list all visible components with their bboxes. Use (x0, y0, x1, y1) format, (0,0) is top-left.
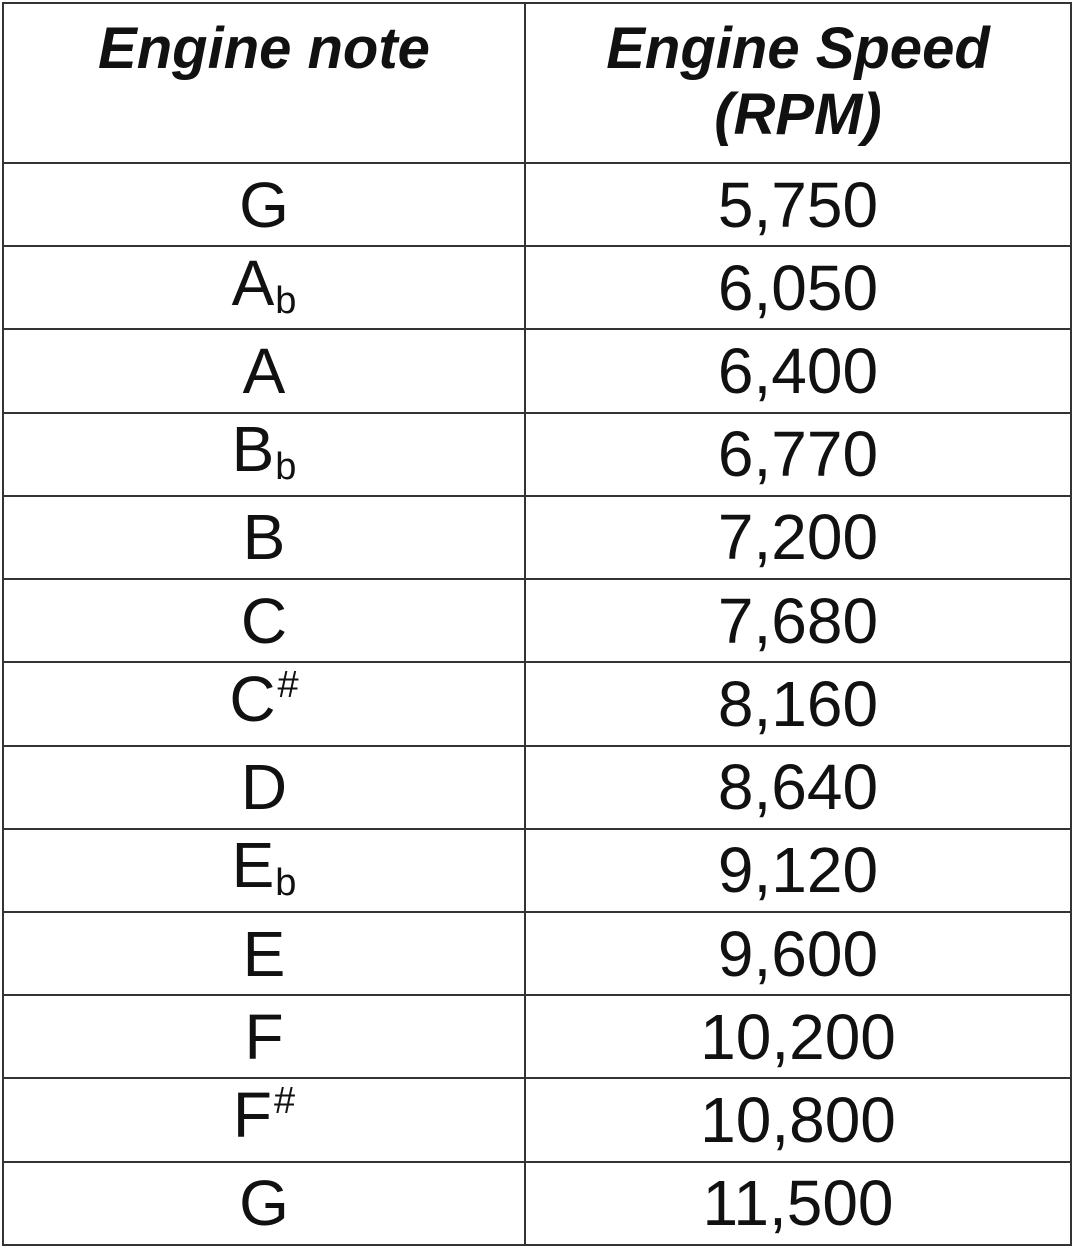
sharp-accidental: # (273, 1080, 296, 1123)
rpm-value: 8,160 (717, 667, 879, 740)
engine-speed-cell (525, 746, 1071, 829)
table-row (3, 829, 1071, 912)
table-row (3, 496, 1071, 579)
rpm-value: 7,200 (717, 501, 879, 574)
engine-note-cell (3, 1078, 525, 1161)
table-body (3, 163, 1071, 1245)
header-engine-speed-label: Engine Speed (RPM) (606, 16, 990, 147)
rpm-value: 6,770 (717, 418, 879, 491)
rpm-value: 10,200 (700, 1000, 896, 1073)
table-row (3, 746, 1071, 829)
engine-speed-cell (525, 995, 1071, 1078)
engine-note-cell (3, 496, 525, 579)
engine-note-cell (3, 329, 525, 412)
note-letter: A (231, 246, 275, 319)
flat-accidental: b (275, 862, 297, 905)
header-engine-note-label: Engine note (98, 16, 430, 81)
sharp-accidental: # (277, 663, 299, 706)
table-row (3, 1162, 1071, 1245)
note-letter: C (240, 584, 288, 657)
rpm-value: 5,750 (717, 168, 879, 241)
flat-accidental: b (275, 279, 297, 322)
rpm-value: 9,120 (717, 834, 879, 907)
engine-rpm-table (2, 2, 1072, 1246)
flat-accidental: b (275, 446, 297, 489)
header-engine-note (3, 3, 525, 163)
note-letter: E (242, 917, 286, 990)
table-row (3, 163, 1071, 246)
table-row (3, 995, 1071, 1078)
note-letter: D (240, 751, 288, 824)
engine-speed-cell (525, 329, 1071, 412)
note-letter: G (239, 168, 289, 241)
rpm-value: 6,050 (717, 251, 879, 324)
engine-speed-cell (525, 579, 1071, 662)
engine-note-cell (3, 662, 525, 745)
rpm-value: 7,680 (717, 584, 879, 657)
rpm-value: 11,500 (702, 1167, 894, 1240)
engine-speed-cell (525, 496, 1071, 579)
engine-note-cell (3, 163, 525, 246)
engine-speed-cell (525, 662, 1071, 745)
table-row (3, 413, 1071, 496)
note-letter: F (232, 1079, 272, 1152)
note-letter: A (242, 335, 286, 408)
header-row (3, 3, 1071, 163)
note-letter: B (231, 413, 275, 486)
engine-speed-cell (525, 1162, 1071, 1245)
note-letter: C (229, 662, 276, 735)
note-letter: F (244, 1000, 284, 1073)
table-row (3, 246, 1071, 329)
engine-speed-cell (525, 1078, 1071, 1161)
rpm-value: 6,400 (717, 335, 879, 408)
table-row (3, 579, 1071, 662)
table-row (3, 329, 1071, 412)
engine-note-cell (3, 246, 525, 329)
engine-note-cell (3, 912, 525, 995)
engine-speed-cell (525, 246, 1071, 329)
note-letter: B (242, 501, 286, 574)
note-letter: E (231, 829, 275, 902)
engine-speed-cell (525, 912, 1071, 995)
engine-note-cell (3, 413, 525, 496)
table-row (3, 1078, 1071, 1161)
engine-note-cell (3, 1162, 525, 1245)
engine-note-cell (3, 995, 525, 1078)
rpm-value: 10,800 (700, 1084, 896, 1157)
note-letter: G (239, 1167, 289, 1240)
engine-note-cell (3, 746, 525, 829)
rpm-value: 8,640 (717, 751, 879, 824)
engine-speed-cell (525, 829, 1071, 912)
table-row (3, 662, 1071, 745)
engine-note-cell (3, 579, 525, 662)
engine-speed-cell (525, 163, 1071, 246)
header-engine-speed (525, 3, 1071, 163)
rpm-value: 9,600 (717, 917, 879, 990)
engine-speed-cell (525, 413, 1071, 496)
table-row (3, 912, 1071, 995)
engine-note-cell (3, 829, 525, 912)
